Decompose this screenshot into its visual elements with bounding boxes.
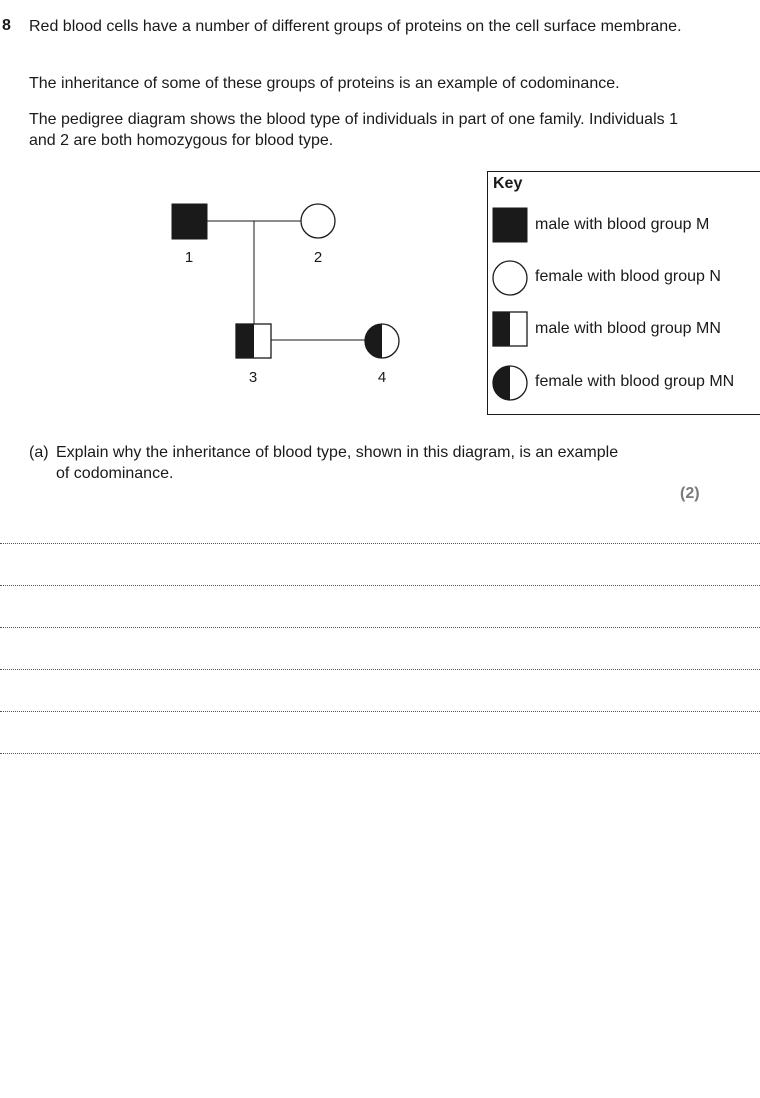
answer-line[interactable] xyxy=(0,753,760,754)
answer-line[interactable] xyxy=(0,585,760,586)
part-a-line-1: Explain why the inheritance of blood type, shown in this diagram, is an example xyxy=(56,444,619,461)
individual-1-symbol xyxy=(172,204,207,239)
marks-indicator: (2) xyxy=(680,485,700,502)
intro-paragraph: Red blood cells have a number of different groups of proteins on the cell surface membrane. xyxy=(29,18,682,35)
part-a-tag: (a) xyxy=(29,444,49,461)
key-label-female-mn: female with blood group MN xyxy=(535,373,735,390)
key-box xyxy=(487,171,760,415)
pedigree-diagram xyxy=(0,160,460,400)
key-label-male-mn: male with blood group MN xyxy=(535,320,721,337)
key-title: Key xyxy=(493,175,523,192)
part-a-question xyxy=(29,442,689,484)
answer-line[interactable] xyxy=(0,711,760,712)
key-label-female-n: female with blood group N xyxy=(535,268,721,285)
key-item-male-m xyxy=(492,207,760,245)
individual-4-label: 4 xyxy=(377,369,387,386)
filled-square-icon xyxy=(492,207,530,245)
individual-3-label: 3 xyxy=(248,369,258,386)
half-filled-square-icon xyxy=(492,311,530,349)
answer-line[interactable] xyxy=(0,627,760,628)
key-item-female-n xyxy=(492,259,760,297)
individual-2-label: 2 xyxy=(313,249,323,266)
part-a-line-2: of codominance. xyxy=(56,465,174,482)
pedigree-paragraph: The pedigree diagram shows the blood type of individuals in part of one family. Individuals 1 and 2 are both homozygous for blood type. xyxy=(29,111,678,149)
empty-circle-icon xyxy=(492,259,530,297)
answer-line[interactable] xyxy=(0,543,760,544)
key-item-female-mn xyxy=(492,364,760,402)
key-label-male-m: male with blood group M xyxy=(535,216,710,233)
question-number: 8 xyxy=(2,17,11,34)
individual-1-label: 1 xyxy=(184,249,194,266)
answer-line[interactable] xyxy=(0,669,760,670)
individual-2-symbol xyxy=(301,204,335,238)
half-filled-circle-icon xyxy=(492,364,530,402)
individual-4-fill xyxy=(365,324,382,358)
individual-3-fill xyxy=(236,324,254,358)
codominance-paragraph: The inheritance of some of these groups of proteins is an example of codominance. xyxy=(29,75,620,92)
key-item-male-mn xyxy=(492,311,760,349)
